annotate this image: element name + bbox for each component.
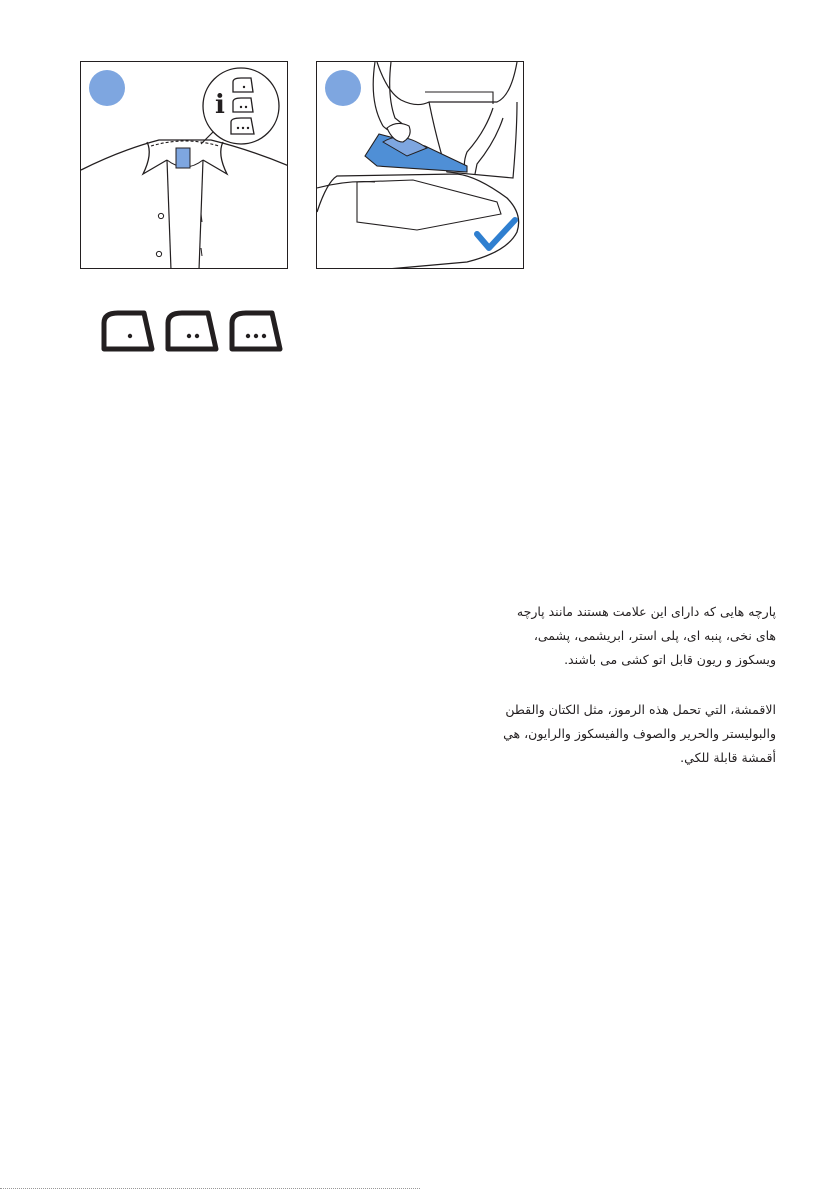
check-mark-icon <box>477 220 515 248</box>
persian-line-1: پارچه هایی که دارای این علامت هستند مانند پارچه <box>516 604 776 619</box>
persian-description <box>444 600 776 672</box>
step-badge-1 <box>89 70 125 106</box>
iron-2-dots-icon <box>168 313 216 349</box>
arabic-line-3: أقمشة قابلة للكي. <box>680 750 776 765</box>
persian-line-2: های نخی، پنبه ای، پلی استر، ابریشمی، پشمی، <box>533 628 776 643</box>
step-badge-2 <box>325 70 361 106</box>
persian-line-3: ویسکوز و ریون قابل اتو کشی می باشند. <box>564 652 776 667</box>
illustration-panel-ironing <box>316 61 524 269</box>
iron-symbols-row <box>100 303 288 353</box>
illustration-panel-shirt-label <box>80 61 288 269</box>
arabic-description <box>444 698 776 770</box>
iron-3-dots-icon <box>232 313 280 349</box>
info-icon: i <box>215 90 225 120</box>
arabic-line-2: والبوليستر والحرير والصوف والفيسكوز والرايون، هي <box>503 726 776 741</box>
arabic-line-1: الاقمشة، التي تحمل هذه الرموز، مثل الكتان والقطن <box>505 702 776 717</box>
iron-1-dot-icon <box>104 313 152 349</box>
print-registration-strip <box>0 1188 420 1192</box>
